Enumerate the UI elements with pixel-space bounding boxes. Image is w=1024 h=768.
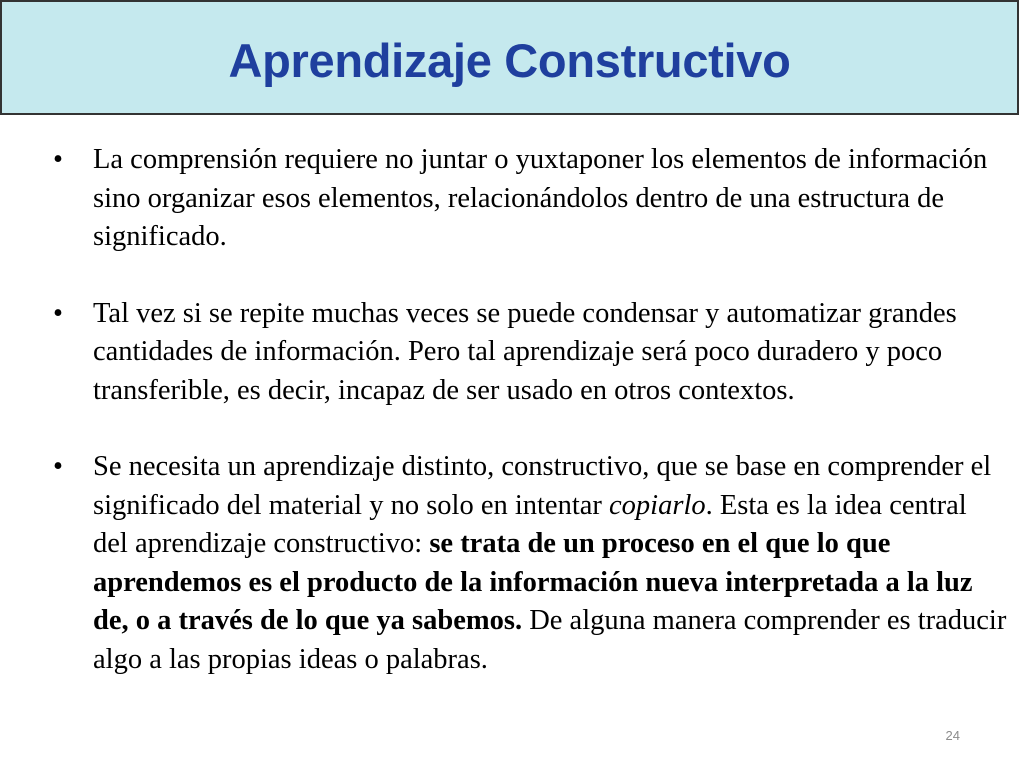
bullet-icon: • xyxy=(53,144,63,175)
bullet-text-part: . Esta es la idea central del aprendizaje constructivo: xyxy=(93,489,967,559)
bullet-icon: • xyxy=(53,297,63,329)
bullet-text: Tal vez si se repite muchas veces se puede condensar y automatizar grandes cantidades de información. Pero tal aprendizaje será poco duradero y poco transferible, es decir, incapaz de ser usado en otros contextos. xyxy=(93,297,957,406)
bullet-text-bold: se trata de un proceso en el que lo que aprendemos es el producto de la información nueva interpretada a la luz de, o a través de lo que ya sabemos. xyxy=(93,528,973,636)
slide-content xyxy=(53,141,1008,679)
bullet-item-3 xyxy=(53,448,1008,679)
bullet-item-2 xyxy=(53,295,1008,411)
slide-number: 24 xyxy=(945,728,960,743)
title-box xyxy=(0,0,1019,115)
bullet-text-part: De alguna manera comprender es traducir algo a las propias ideas o palabras. xyxy=(93,605,1007,675)
bullet-text-italic: copiarlo xyxy=(609,489,706,521)
bullet-text-part: Se necesita un aprendizaje distinto, constructivo, que se base en comprender el significado del material y no solo en intentar xyxy=(93,451,992,521)
bullet-icon: • xyxy=(53,451,63,482)
slide-title: Aprendizaje Constructivo xyxy=(228,34,791,87)
bullet-text: La comprensión requiere no juntar o yuxtaponer los elementos de información sino organizar esos elementos, relacionándolos dentro de una estructura de significado. xyxy=(93,144,988,252)
bullet-item-1 xyxy=(53,141,1008,257)
